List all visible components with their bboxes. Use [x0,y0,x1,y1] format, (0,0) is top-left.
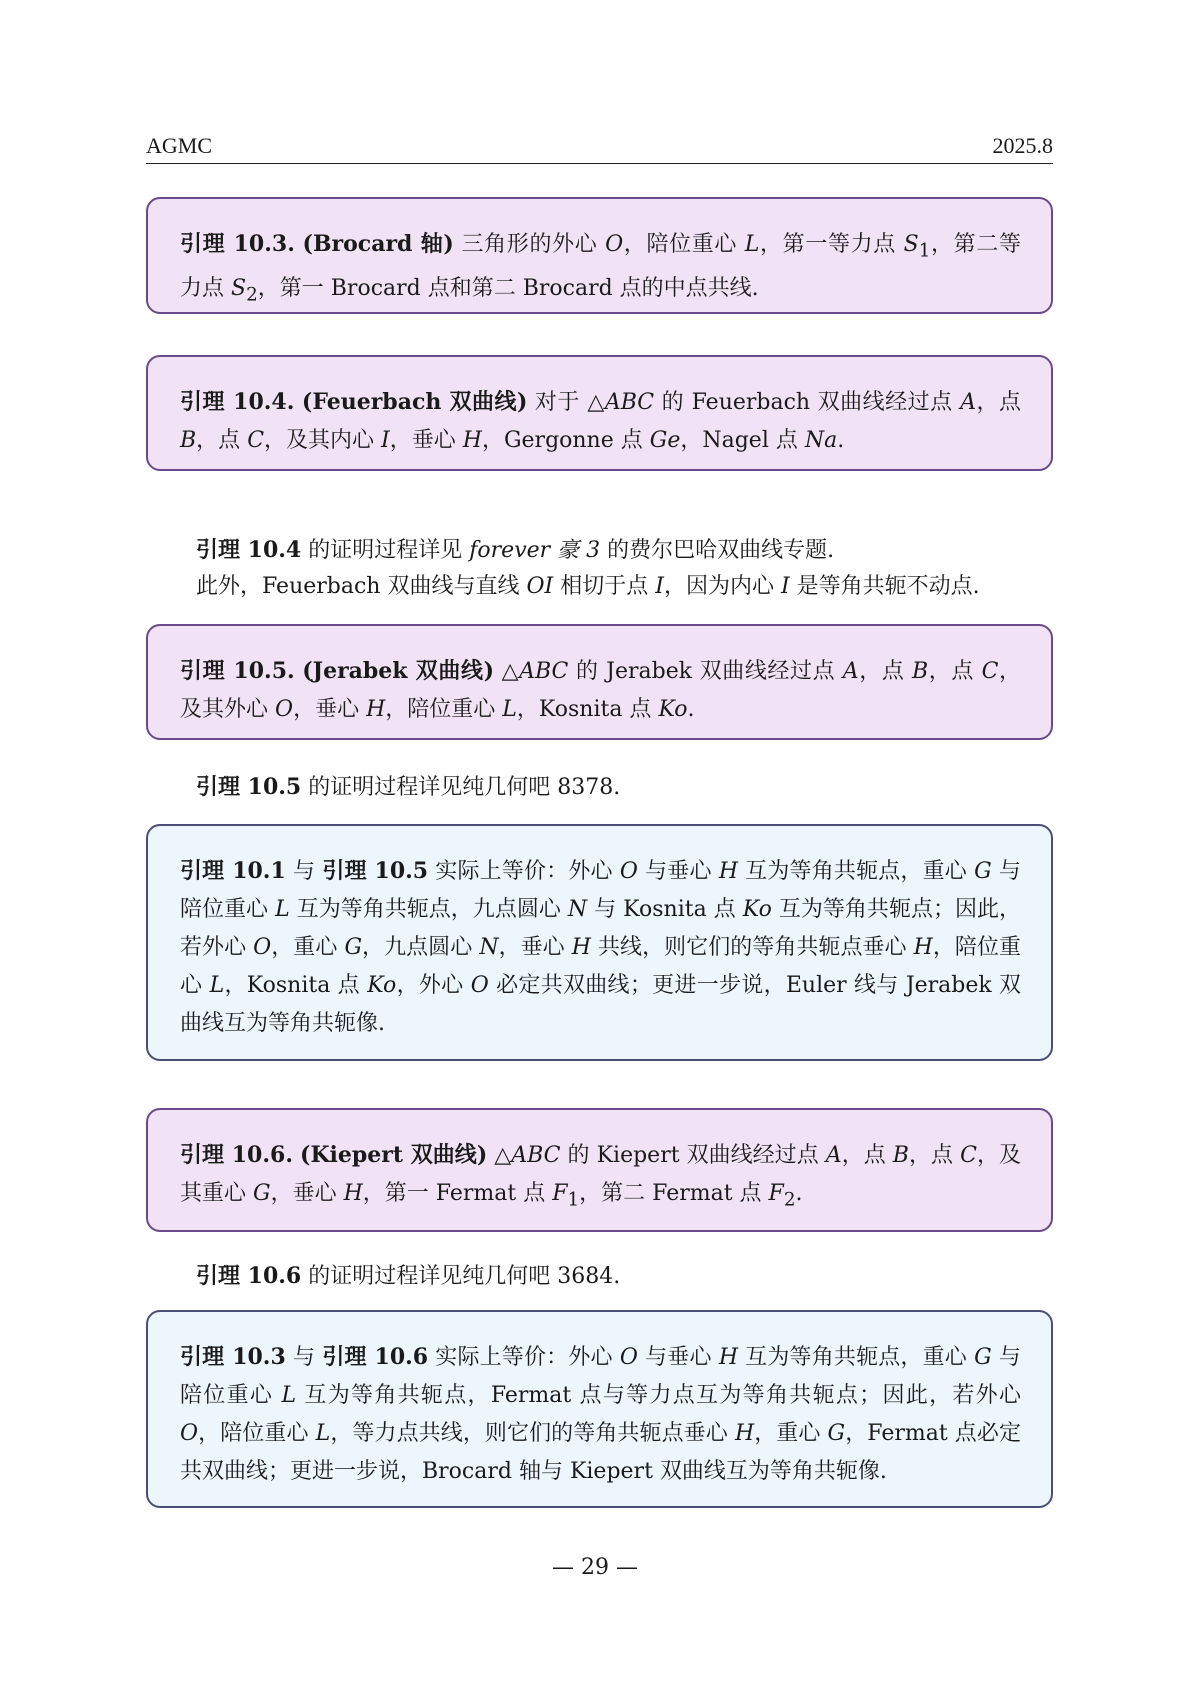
lemma-10-4-box [146,355,1053,471]
math: L [281,1383,297,1408]
math: B [912,659,929,684]
equivalence-note-box-1 [146,824,1053,1061]
text: ，陪位重心 [385,697,496,722]
reference: forever 豪 3 [469,538,601,563]
lemma-ref: 引理 10.3 [180,1344,286,1370]
math: C [247,428,265,453]
text: 对于 [534,390,580,415]
math: L [502,697,517,722]
math: G [253,1181,271,1206]
math: O [275,697,294,722]
math-sub: 2 [246,284,258,306]
text: 与陪位重心 [180,1345,1021,1408]
math-sub: 1 [918,240,931,262]
text: 的证明过程详见 [308,538,463,563]
math: H [462,428,482,453]
math: G [974,859,992,884]
text: ，点 [928,659,974,684]
math: Ko [742,897,772,922]
math: △ABC [494,1143,561,1168]
text: 相切于点 [560,574,649,599]
text: 实际上等价：外心 [435,1345,613,1370]
math: N [567,897,588,922]
lemma-ref: 引理 10.6 [196,1263,302,1289]
lemma-ref: 引理 10.5 [322,858,429,884]
lemma-label: 引理 10.5. [180,658,295,684]
text: ，及其外心 [180,659,1022,722]
lemma-ref: 引理 10.5 [196,774,302,800]
lemma-title: (Jerabek 双曲线) [302,658,494,684]
text: ，重心 [754,1421,821,1446]
text: ，Gergonne 点 [481,428,643,453]
text: 三角形的外心 [461,232,598,257]
math: F [768,1181,784,1206]
text: . [837,428,845,453]
text: ，第一等力点 [759,232,896,257]
text: ，陪位重心 [180,935,1021,998]
text: ，垂心 [389,428,456,453]
header-left: AGMC [146,133,213,158]
math: N [479,935,499,960]
lemma-label: 引理 10.4. [180,389,295,415]
text: ，点 [975,390,1021,415]
math: A [842,659,859,684]
text: 与垂心 [645,859,712,884]
math: H [366,697,386,722]
math: C [960,1143,977,1168]
text: 的 Kiepert 双曲线经过点 [567,1143,819,1168]
text: 共线，则它们的等角共轭点垂心 [598,935,907,960]
page-header [146,133,1053,164]
text: 与 [292,859,316,884]
math: △ABC [587,390,655,415]
lemma-10-6-box [146,1108,1053,1232]
text: ，因为内心 [663,574,774,599]
text: ，及其内心 [264,428,375,453]
text: ，陪位重心 [198,1421,309,1446]
text: . [795,1181,803,1206]
text: ，第一 Fermat 点 [362,1181,546,1206]
math: H [718,859,738,884]
math: I [780,574,790,599]
math: L [275,897,290,922]
math: Ko [367,973,397,998]
math: O [180,1421,199,1446]
lemma-ref: 引理 10.6 [322,1344,429,1370]
math: O [619,1345,638,1370]
text: 互为等角共轭点，重心 [745,859,967,884]
text: ，点 [196,428,241,453]
math: OI [526,574,554,599]
text: ，及其重心 [180,1143,1021,1206]
text: 的证明过程详见纯几何吧 3684. [308,1264,621,1289]
math: Ge [649,428,681,453]
text: ，点 [858,659,905,684]
text: 的 Feuerbach 双曲线经过点 [661,390,953,415]
note-10-4-line2 [196,568,1066,606]
text: . [687,697,695,722]
math: H [571,935,591,960]
proof-note-10-6 [196,1257,1066,1296]
lemma-10-5-box [146,624,1053,740]
text: 的 Jerabek 双曲线经过点 [575,659,836,684]
math: H [718,1345,738,1370]
text: ，第二 Fermat 点 [579,1181,762,1206]
text: 的证明过程详见纯几何吧 8378. [308,775,621,800]
lemma-ref: 引理 10.4 [196,537,302,563]
text: ，垂心 [293,697,360,722]
math: I [381,428,390,453]
lemma-title: (Feuerbach 双曲线) [301,389,528,415]
math-sub: 1 [567,1189,580,1211]
math: G [827,1421,846,1446]
lemma-title: (Brocard 轴) [302,231,454,257]
text: ，九点圆心 [362,935,473,960]
text: ，重心 [271,935,338,960]
text: 实际上等价：外心 [435,859,613,884]
math: H [734,1421,755,1446]
math: B [180,428,197,453]
text: 必定共双曲线；更进一步说，Euler 线与 Jerabek 双曲线互为等角共轭像. [180,973,1022,1036]
text: ，垂心 [498,935,565,960]
text: 互为等角共轭点；因此，若外心 [180,897,1022,960]
math: L [744,232,760,257]
math: A [825,1143,842,1168]
lemma-label: 引理 10.3. [180,231,295,257]
math: H [343,1181,363,1206]
math: O [253,935,272,960]
math: Na [804,428,838,453]
lemma-label: 引理 10.6. [180,1142,293,1168]
text: 互为等角共轭点，Fermat 点与等力点互为等角共轭点；因此，若外心 [304,1383,1021,1408]
text: 互为等角共轭点，九点圆心 [296,897,561,922]
text: ，陪位重心 [623,232,738,257]
text: ，点 [908,1143,954,1168]
math: G [974,1345,992,1370]
math: Ko [658,697,688,722]
text: ，Kosnita 点 [224,973,360,998]
math: B [892,1143,909,1168]
math-sub: 2 [783,1189,796,1211]
math: S [903,232,919,257]
text: ，等力点共线，则它们的等角共轭点垂心 [330,1421,728,1446]
text: 此外，Feuerbach 双曲线与直线 [196,574,520,599]
equivalence-note-box-2 [146,1310,1053,1508]
text: ，Fermat 点必定共双曲线；更进一步说，Brocard 轴与 Kiepert 双曲线互为等角共轭像. [180,1421,1021,1484]
math: G [344,935,363,960]
text: 与陪位重心 [180,859,1021,922]
text: ，Kosnita 点 [516,697,652,722]
text: ，第一 Brocard 点和第二 Brocard 点的中点共线. [257,276,759,302]
text: ，外心 [396,973,464,998]
text: ，第二等力点 [180,232,1021,302]
text: ，垂心 [270,1181,337,1206]
math: O [470,973,489,998]
text: 的费尔巴哈双曲线专题. [607,538,835,563]
lemma-ref: 引理 10.1 [180,858,286,884]
math: A [960,390,976,415]
header-right: 2025.8 [992,133,1053,158]
text: 是等角共轭不动点. [796,574,980,599]
math: I [655,574,664,599]
proof-note-10-5 [196,768,1066,807]
text: 与 Kosnita 点 [594,897,736,922]
math: △ABC [501,659,569,684]
page-number: — 29 — [552,1555,638,1580]
math: L [315,1421,331,1446]
lemma-10-3-box [146,197,1053,314]
text: 与垂心 [645,1345,712,1370]
lemma-title: (Kiepert 双曲线) [300,1142,488,1168]
text: ，点 [841,1143,886,1168]
math: L [209,973,225,998]
text: ，Nagel 点 [680,428,798,453]
proof-note-10-4 [196,531,1066,570]
math: S [231,276,247,302]
text: 与 [292,1345,316,1370]
math: H [913,935,933,960]
math: O [605,232,624,257]
text: 互为等角共轭点，重心 [745,1345,967,1370]
math: C [981,659,999,684]
math: F [552,1181,568,1206]
math: O [619,859,638,884]
